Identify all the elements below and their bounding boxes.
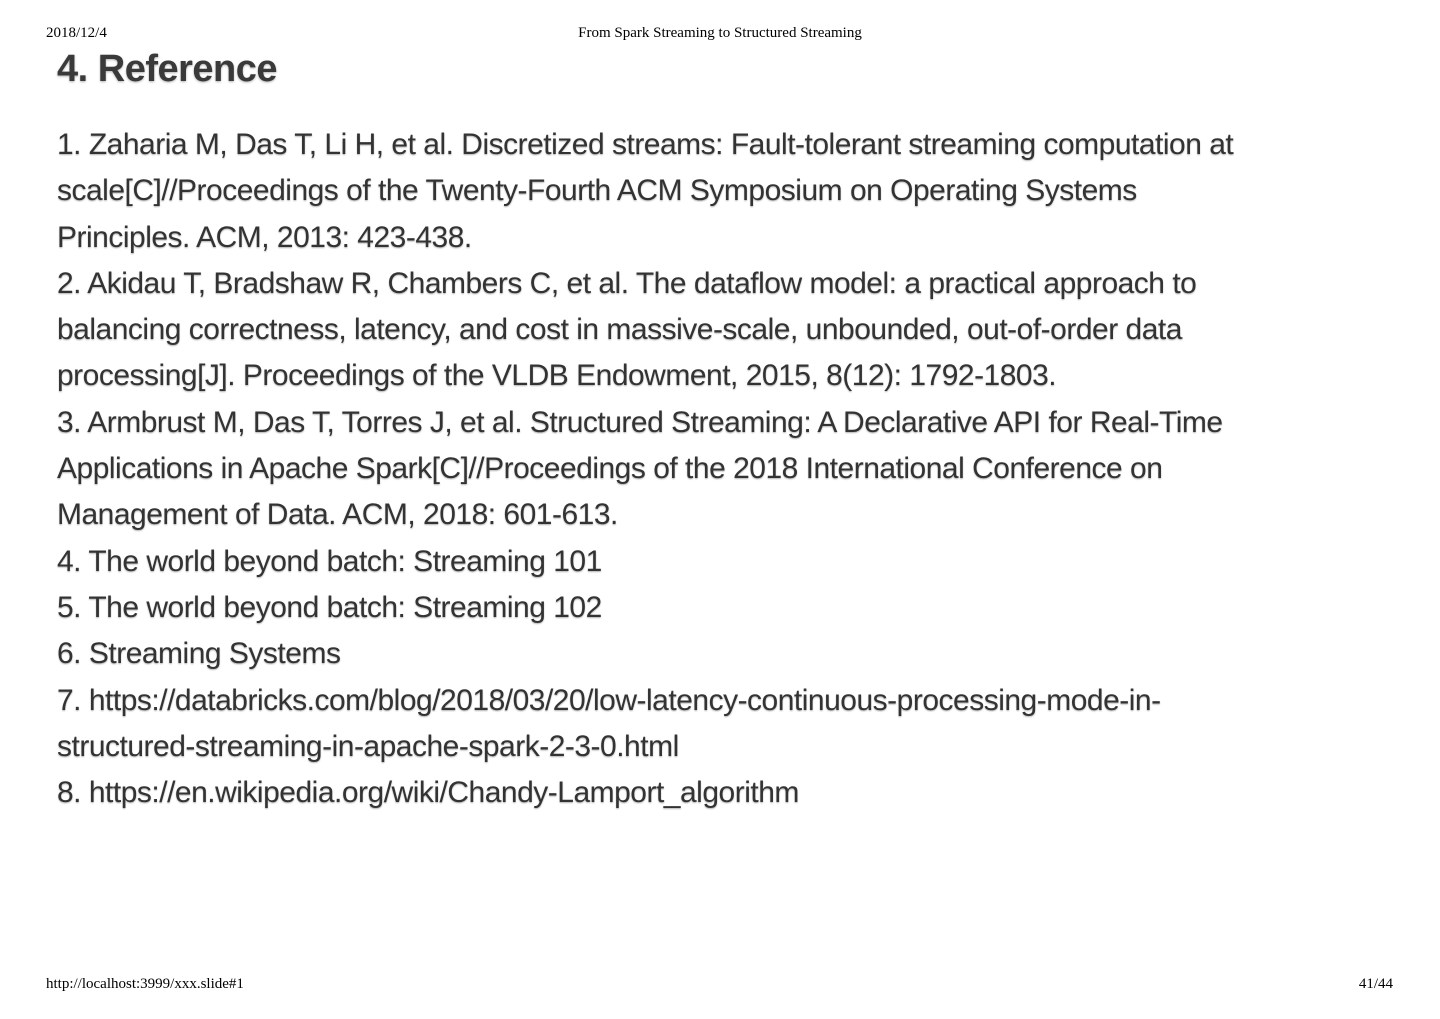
reference-item — [57, 585, 1377, 631]
reference-line: Management of Data. ACM, 2018: 601-613. — [57, 498, 618, 532]
print-header — [0, 25, 1440, 43]
print-footer — [0, 976, 1440, 994]
document-title: From Spark Streaming to Structured Streaming — [578, 25, 862, 41]
reference-line: scale[C]//Proceedings of the Twenty-Fourth ACM Symposium on Operating Systems — [57, 174, 1137, 208]
reference-line: processing[J]. Proceedings of the VLDB Endowment, 2015, 8(12): 1792-1803. — [57, 359, 1057, 393]
reference-line: 6. Streaming Systems — [57, 637, 341, 671]
reference-line: 4. The world beyond batch: Streaming 101 — [57, 544, 602, 578]
reference-item — [57, 122, 1377, 261]
reference-line: structured-streaming-in-apache-spark-2-3-0.html — [57, 729, 679, 763]
reference-item — [57, 539, 1377, 585]
reference-item — [57, 770, 1377, 816]
reference-line: 2. Akidau T, Bradshaw R, Chambers C, et al. The dataflow model: a practical approach to — [57, 266, 1197, 300]
reference-item — [57, 678, 1377, 771]
reference-line: 3. Armbrust M, Das T, Torres J, et al. Structured Streaming: A Declarative API for Real-Time — [57, 405, 1223, 439]
reference-line: balancing correctness, latency, and cost in massive-scale, unbounded, out-of-order data — [57, 313, 1182, 347]
source-url: http://localhost:3999/xxx.slide#1 — [46, 976, 244, 992]
reference-line: 7. https://databricks.com/blog/2018/03/20/low-latency-continuous-processing-mode-in- — [57, 683, 1161, 717]
reference-item — [57, 400, 1377, 539]
reference-item — [57, 631, 1377, 677]
reference-line: 8. https://en.wikipedia.org/wiki/Chandy-Lamport_algorithm — [57, 776, 799, 810]
print-date: 2018/12/4 — [46, 25, 107, 41]
reference-line: Principles. ACM, 2013: 423-438. — [57, 220, 472, 254]
reference-line: 1. Zaharia M, Das T, Li H, et al. Discretized streams: Fault-tolerant streaming computation at — [57, 128, 1234, 161]
page-indicator: 41/44 — [1358, 976, 1393, 992]
reference-line: 5. The world beyond batch: Streaming 102 — [57, 590, 602, 624]
slide-heading: 4. Reference — [57, 48, 278, 90]
reference-item — [57, 261, 1377, 400]
reference-list — [57, 122, 1377, 816]
reference-line: Applications in Apache Spark[C]//Proceedings of the 2018 International Conference on — [57, 452, 1163, 486]
